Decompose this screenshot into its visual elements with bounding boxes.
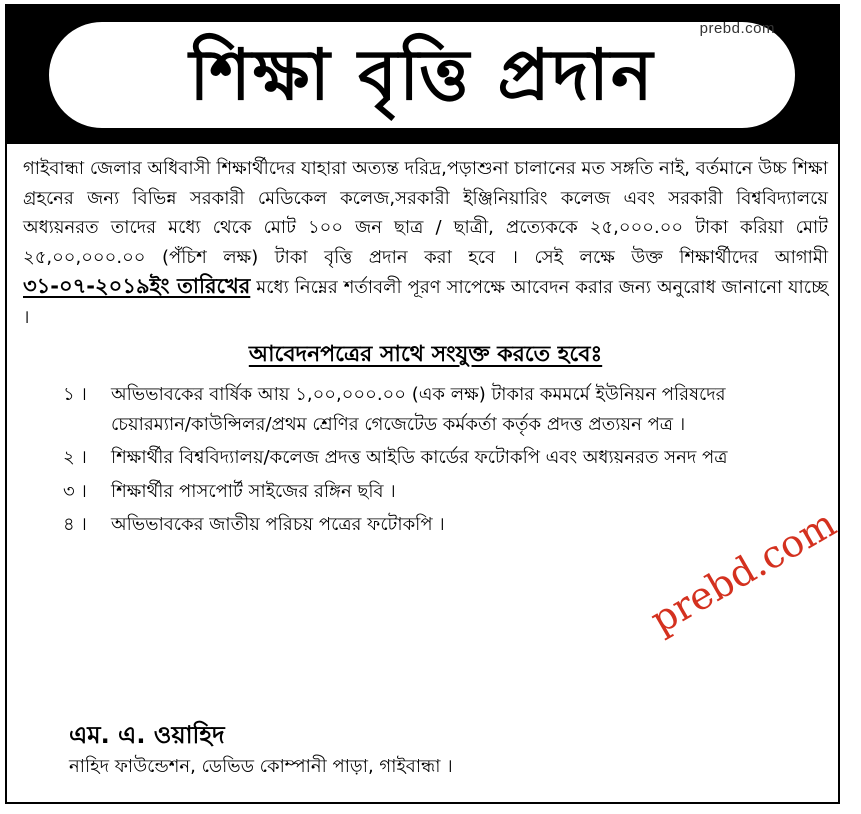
list-item-number: ২ ।: [63, 447, 87, 468]
intro-text-after: মধ্যে নিম্নের শর্তাবলী পূরণ সাপেক্ষে আবেদন করার জন্য অনুরোধ জানানো যাচ্ছে ।: [23, 277, 828, 328]
requirements-heading-text: আবেদনপত্রের সাথে সংযুক্ত করতে হবেঃ: [248, 342, 603, 367]
list-item-text: শিক্ষার্থীর বিশ্ববিদ্যালয়/কলেজ প্রদত্ত আইডি কার্ডের ফটোকপি এবং অধ্যয়নরত সনদ পত্র: [111, 447, 728, 468]
list-item: [23, 443, 828, 473]
notice-body: [23, 154, 828, 544]
watermark-top: prebd.com: [699, 20, 775, 37]
list-item-number: ১ ।: [63, 384, 87, 405]
list-item: [23, 380, 828, 439]
list-item-text: শিক্ষার্থীর পাসপোর্ট সাইজের রঙ্গিন ছবি ।: [111, 480, 396, 502]
deadline-date: ৩১-০৭-২০১৯ইং তারিখের: [23, 274, 251, 298]
signatory-organization: নাহিদ ফাউন্ডেশন, ডেভিড কোম্পানী পাড়া, গাইবান্ধা ।: [69, 756, 453, 777]
list-item-number: ৪ ।: [63, 514, 87, 535]
list-item-number: ৩ ।: [63, 480, 87, 502]
intro-paragraph: [23, 154, 828, 332]
watermark-diagonal: prebd.com: [643, 501, 844, 643]
intro-text-before: গাইবান্ধা জেলার অধিবাসী শিক্ষার্থীদের যাহারা অত্যন্ত দরিদ্র,পড়াশুনা চালানের মত সঙ্গতি নাই, বর্তমানে উচ্চ শিক্ষা গ্রহনের জন্য বিভিন্ন সরকারী মেডিকেল কলেজ,সরকারী ইঞ্জিনিয়ারিং কলেজ এবং সরকারী বিশ্ববিদ্যালয়ে অধ্যয়নরত তাদের মধ্যে থেকে মোট ১০০ জন ছাত্র / ছাত্রী, প্রত্যেককে ২৫,০০০.০০ টাকা করিয়া মোট ২৫,০০,০০০.০০ (পঁচিশ লক্ষ) টাকা বৃত্তি প্রদান করা হবে । সেই লক্ষে উক্ত শিক্ষার্থীদের আগামী: [23, 158, 828, 268]
signature-block: [69, 718, 453, 782]
list-item-text: অভিভাবকের বার্ষিক আয় ১,০০,০০০.০০ (এক লক্ষ) টাকার কমমর্মে ইউনিয়ন পরিষদের চেয়ারম্যান/কাউন্সিলর/প্রথম শ্রেণির গেজেটেড কর্মকর্তা কর্তৃক প্রদত্ত প্রত্যয়ন পত্র ।: [111, 384, 726, 435]
signatory-name: এম. এ. ওয়াহিদ: [69, 721, 225, 749]
list-item-text: অভিভাবকের জাতীয় পরিচয় পত্রের ফটোকপি ।: [111, 514, 445, 535]
title-box: [49, 22, 795, 128]
page-title: শিক্ষা বৃত্তি প্রদান: [189, 34, 655, 116]
requirements-heading: [23, 338, 828, 372]
list-item: [23, 510, 828, 540]
advertisement-frame: [5, 4, 844, 804]
requirements-list: [23, 380, 828, 540]
list-item: [23, 477, 828, 507]
